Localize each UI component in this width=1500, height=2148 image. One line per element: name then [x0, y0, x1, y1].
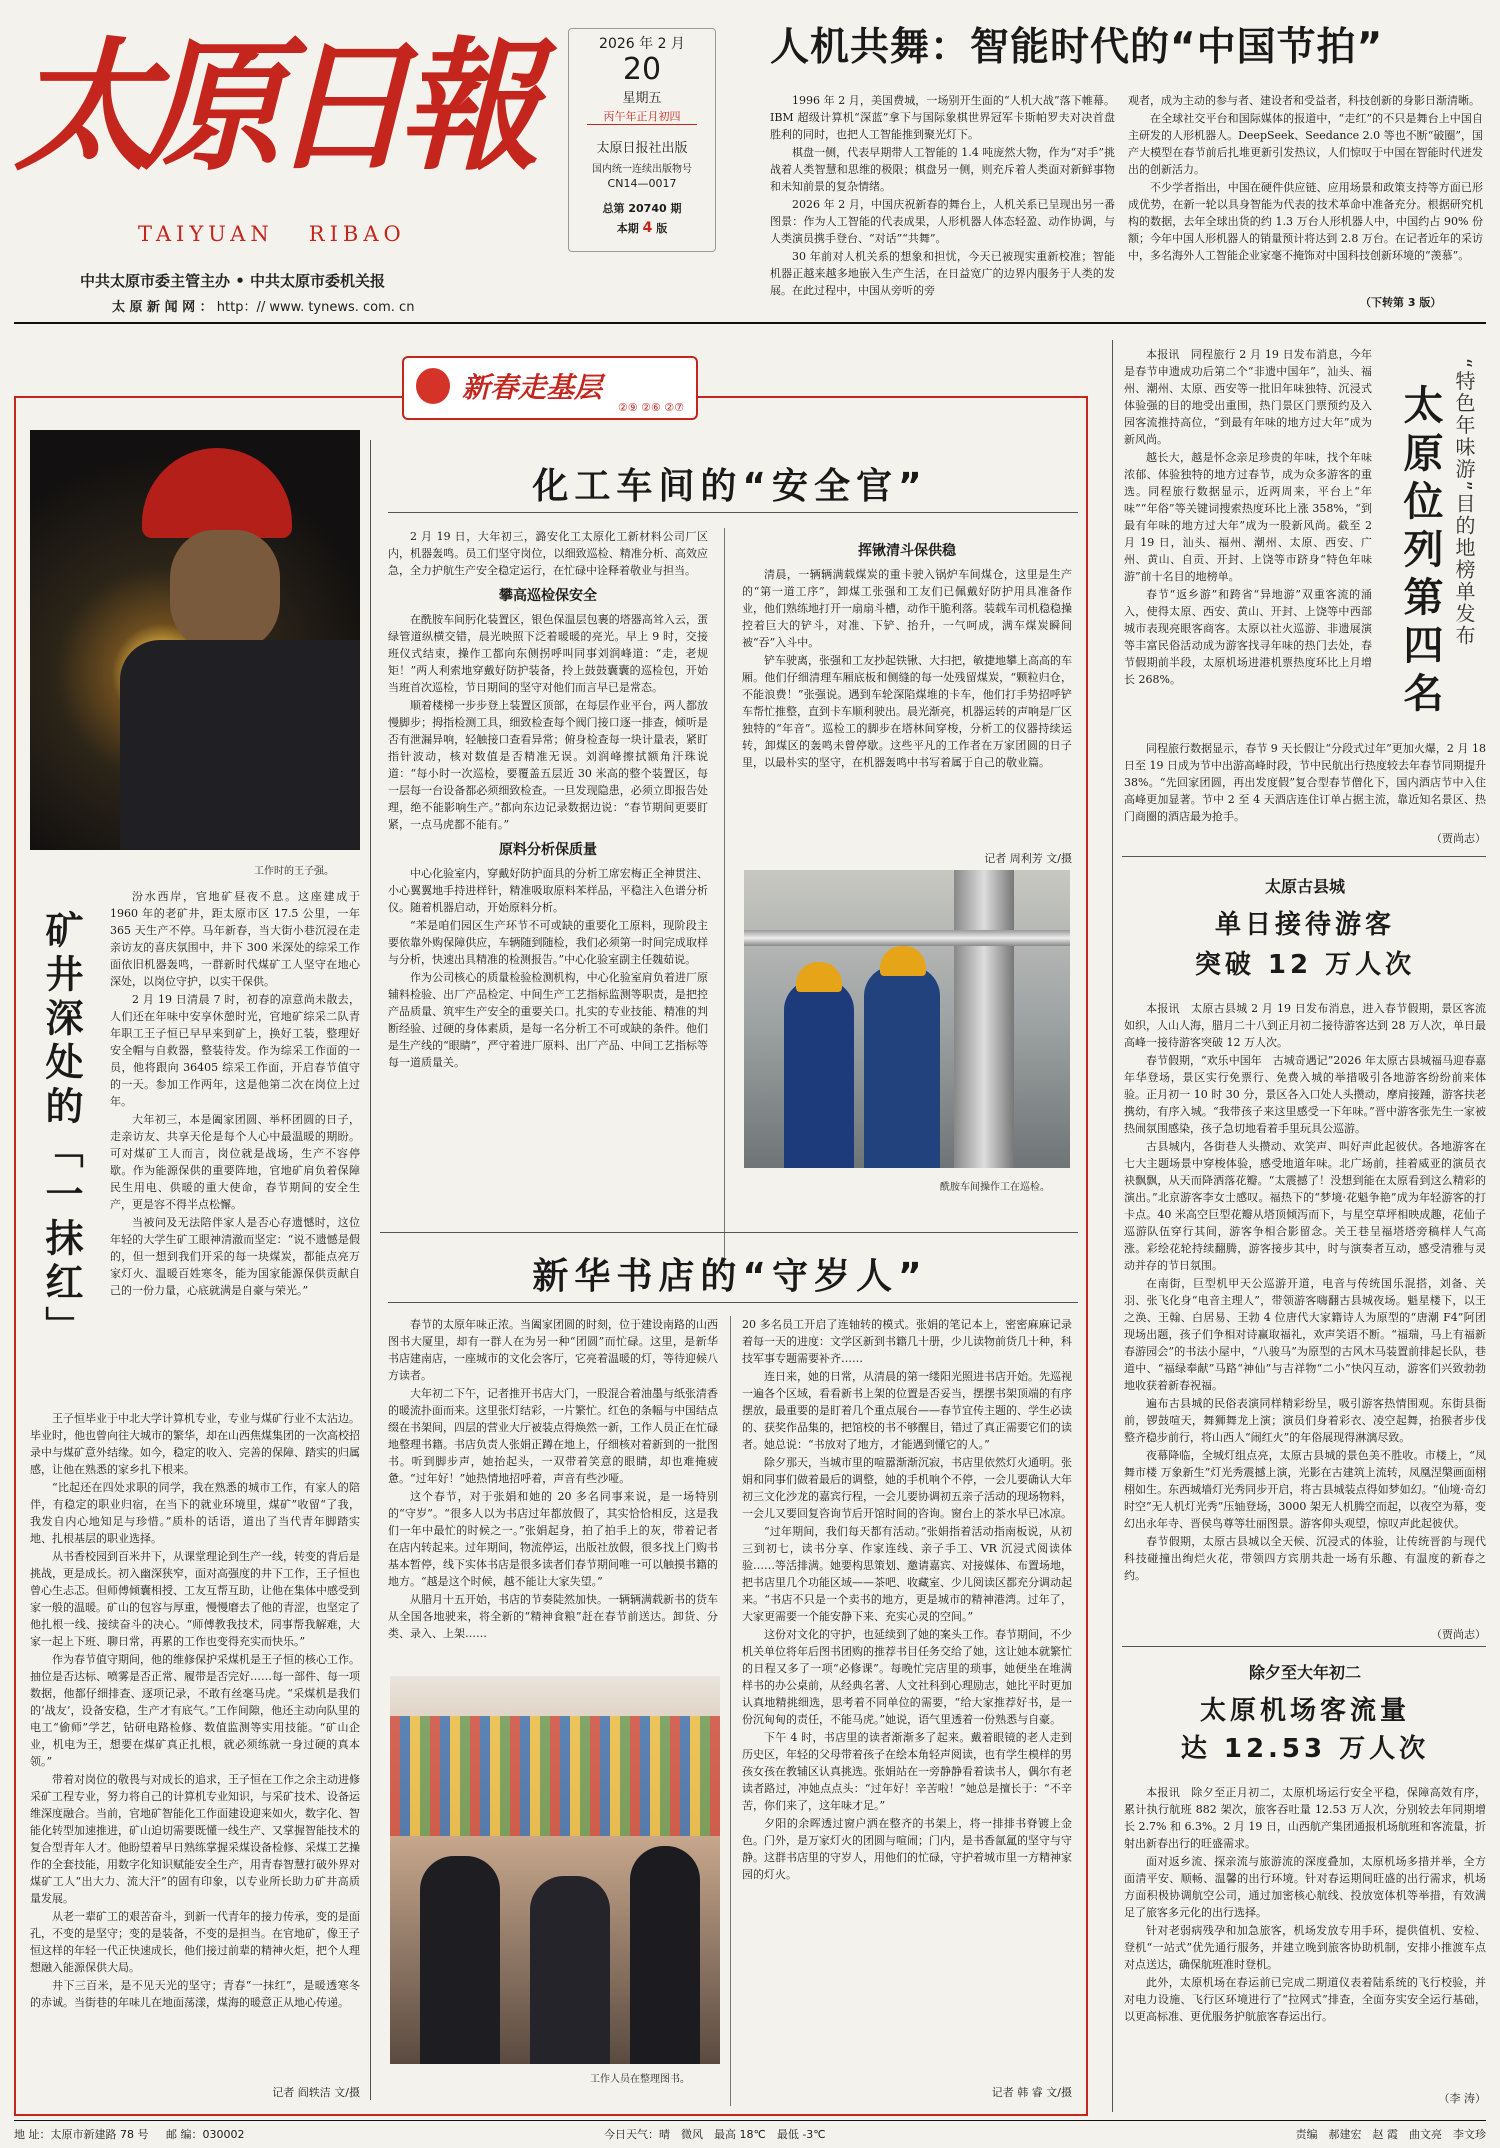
footer-address: 地 址：太原市新建路 78 号	[14, 2128, 149, 2141]
ancient-airport-divider	[1122, 1646, 1486, 1647]
chem-plant-photo	[744, 870, 1070, 1168]
chem-sub-3: 挥锹清斗保供稳	[858, 543, 956, 559]
lead-headline: 人机共舞：智能时代的“中国节拍”	[770, 25, 1384, 70]
footer	[14, 2126, 1486, 2142]
travel-headline: 太原位列第四名	[1397, 384, 1443, 720]
chem-sub-1: 攀高巡检保安全	[499, 588, 597, 604]
lead-jump-line[interactable]: （下转第 3 版）	[1360, 296, 1442, 309]
logo-pinyin: TAIYUAN RIBAO	[138, 222, 406, 246]
staff-2	[530, 1876, 610, 2064]
book-col-2: 20 多名员工开启了连轴转的模式。张娟的笔记本上，密密麻麻记录着每一天的进度：文学区新到书籍几十册，少儿读物前货几十种，科技军事专题需要补齐…… 连日来，她的日常，从清晨的第一缕阳光照进书店开始。先巡视一遍各个区域，看看新书上架的位置是否妥当，摆摆书架顶端的有序摆放，最重要的是盯着几个重点展台——春节宜传主题的、学生必读的、获奖作品集的，把馆校的书不够醒目，错过了真正需要它们的读者。她总说：“书放对了地方，才能遇到懂它的人。” 除夕那天，当城市里的喧嚣渐渐沉寂，书店里依然灯火通明。张娟和同事们做着最后的调整，她的手机响个不停，一会儿要确认大年初三文化沙龙的嘉宾行程，一会儿要协调初五亲子活动的现场物料，一会儿又要回复咨询节后开馆时间的咨询。窗台上的茶水早已冰凉。 “过年期间，我们每天都有活动。”张娟指着活动指南板说，从初三到初七，读书分享、作家连线、亲子手工、VR 沉浸式阅读体验……等活排满。她要构思策划、邀请嘉宾、对接媒体、布置场地，把书店里几个功能区域——茶吧、收藏室、少儿阅读区都充分调动起来。“书店不只是一个卖书的地方，更是城市的精神港湾。过年了，大家更需要一个能安静下来、充实心灵的空间。” 这份对文化的守护，也延续到了她的案头工作。春节期间，不少机关单位将年后图书团购的推荐书目任务交给了她，这让她本就繁忙的日程又多了一项“必修课”。每晚忙完店里的琐事，她便坐在堆满样书的办公桌前，从经典名著、人文社科到心理励志，她比平时更加认真地精挑细选，思考着不同单位的需要，“给大家推荐好书，是一份沉甸甸的责任，不能马虎。”她说，语气里透着一份熟悉与自豪。 下午 4 时，书店里的读者渐渐多了起来。戴着眼镜的老人走到历史区，年轻的父母带着孩子在绘本角轻声阅读，也有学生模样的男孩女孩在教辅区认真挑选。张娟站在一旁静静看着读书人，偶尔有老读者路过，冲她点点头：“过年好！辛苦啦！”她总是擅长于：“不辛苦，你们来了，这年味才足。” 夕阳的余晖透过窗户洒在整齐的书架上，将一排排书脊镀上金色。门外，是万家灯火的团圆与喧闹；门内，是书香氤氲的坚守与守静。这群书店里的守岁人，用他们的忙碌，守护着城市里一方精神家园的灯火。	[742, 1318, 1072, 1881]
cn-label: 国内统一连续出版物号	[592, 164, 692, 175]
worker-1-helmet	[796, 962, 842, 992]
ancient-headline-2: 突破 12 万人次	[1194, 950, 1416, 980]
cn-number: CN14—0017	[607, 177, 677, 190]
airport-byline: （李 涛）	[1438, 2092, 1486, 2105]
worker-2-helmet	[880, 946, 926, 976]
travel-ancient-divider	[1122, 856, 1486, 857]
chem-sub-2: 原料分析保质量	[499, 842, 597, 858]
date-lunar: 丙午年正月初四	[587, 108, 697, 125]
worker-1	[784, 980, 854, 1168]
website-line	[112, 296, 414, 315]
newspaper-logo: 太原日報	[14, 24, 526, 190]
book-headline: 新华书店的“守岁人”	[532, 1256, 928, 1297]
miner-photo	[30, 430, 360, 850]
chem-photo-caption: 酰胺车间操作工在巡检。	[940, 1182, 1050, 1193]
footer-editors: 责编 郝建宏 赵 霞 曲文亮 李文珍	[1295, 2128, 1486, 2141]
airport-body: 本报讯 除夕至正月初二，太原机场运行安全平稳，保障高效有序，累计执行航班 882 架次，旅客吞吐量 12.53 万人次，分别较去年同期增长 2.7% 和 6.3%。2 月 19 日，山西航产集团通报机场航班和客流量，折射出新春出行的旺盛需求。 面对返乡流、探亲流与旅游流的深度叠加，太原机场多措并举，全方面清平安、顺畅、温馨的出行环境。针对春运期间旺盛的出行需求，机场方面积极协调航空公司，通过加密核心航线、投放宽体机等举措，有效满足了旅客多元化的出行选择。 针对老弱病残孕和加急旅客，机场发放专用手环，提供值机、安检、登机“一站式”优先通行服务，并建立晚到旅客协助机制，安排小推渡车点对点送达，确保航班准时登机。 此外，太原机场在春运前已完成二期道仪表着陆系统的飞行校验，并对电力设施、飞行区环境进行了“拉网式”排查，全面夯实安全运行基础，以更高标准、更优服务护航旅客春运出行。	[1124, 1786, 1486, 2023]
masthead-divider	[14, 322, 1486, 324]
miner-body	[120, 640, 360, 850]
series-number: ②⑨ ②⑥ ②⑦	[617, 401, 684, 414]
mine-col-1: 汾水西岸，官地矿昼夜不息。这座建成于 1960 年的老矿井，距太原市区 17.5 公里，一年 365 天生产不停。马年新春，当大街小巷沉浸在走亲访友的喜庆氛围中，井下 300 米深处的综采工作面依旧机器轰鸣，一群新时代煤矿工人坚守在地心深处，以岗位守护，以实干保供。 2 月 19 日清晨 7 时，初春的凉意尚未散去，人们还在年味中安享休憩时光，官地矿综采二队青年职工王子恒已早早来到矿上，换好工装，整理好安全帽与自救器，整装待发。作为综采工作面的一员，他将跟向 36405 综采工作面，开启春节值守的一天。参加工作两年，这是他第二次在岗位上过年。 大年初三，本是阖家团圆、举杯团圆的日子，走亲访友、共享天伦是每个人心中最温暖的期盼。可对煤矿工人而言，岗位就是战场，生产不容停歇。作为能源保供的重要阵地，官地矿肩负着保障民生用电、供暖的重大使命，春节期间的安全生产，更是容不得半点松懈。 当被问及无法陪伴家人是否心存遗憾时，这位年轻的大学生矿工眼神清澈而坚定：“说不遗憾是假的，但一想到我们开采的每一块煤炭，都能点亮万家灯火、温暖百姓寒冬，能为国家能源保供贡献自己的一份力量，心底就满是自豪与荣光。”	[110, 890, 360, 1297]
pipe-structure-2	[744, 930, 1070, 946]
issue-total: 总第 20740 期	[602, 202, 682, 215]
right-column-rule	[1112, 340, 1113, 2112]
chem-col-2: 挥锹清斗保供稳 清晨，一辆辆满载煤炭的重卡驶入锅炉车间煤仓，这里是生产的“第一道工序”，卸煤工张强和工友们已佩戴好防护用具准备作业，他们熟练地打开一扇扇斗槽，动作干脆利落。装载车司机稳稳操控着巨大的铲斗，对准、下铲、抬升，一气呵成，满车煤炭瞬间被“吞”入斗中。 铲车驶离，张强和工友抄起铁锹、大扫把，敏捷地攀上高高的车厢。他们仔细清理车厢底板和侧缝的每一处残留煤炭，“颗粒归仓，不能浪费！”张强说。遇到车轮深陷煤堆的卡车，他们打手势招呼铲车帮忙推整，直到卡车顺利驶出。晨光渐亮，机器运转的声响是厂区独特的“年音”。巡检工的脚步在塔林间穿梭，分析工的仪器持续运转，卸煤区的轰鸣未曾停歇。这些平凡的工作者在万家团圆的日子里，以最朴实的坚守，在机器轰鸣中书写着属于自己的敬业篇。	[742, 540, 1072, 862]
sponsor-line: 中共太原市委主管主办 • 中共太原市委机关报	[80, 272, 386, 290]
book-byline: 记者 韩 睿 文/摄	[991, 2086, 1072, 2099]
bookshelf	[390, 1716, 720, 1836]
book-col-1: 春节的太原年味正浓。当阖家团圆的时刻，位于建设南路的山西图书大厦里，却有一群人在为另一种“团圆”而忙碌。这里，是新华书店建南店，一座城市的文化会客厅，它亮着温暖的灯，等待迎候八方读者。 大年初二下午，记者推开书店大门，一股混合着油墨与纸张清香的暖流扑面而来。这里张灯结彩，一片繁忙。红色的条幅与中国结点缀在书架间，四层的营业大厅被装点得焕然一新，工作人员正在忙碌地整理书籍。书店负责人张娟正蹲在地上，仔细核对着新到的一批图书。听到脚步声，她抬起头，一双带着笑意的眼睛，却也难掩疲惫。“过年好！”她热情地招呼着，声音有些沙哑。 这个春节，对于张娟和她的 20 多名同事来说，是一场特别的“守岁”。“很多人以为书店过年都放假了，其实恰恰相反，这是我们一年中最忙的时候之一。”张娟起身，拍了拍手上的灰，带着记者在店内转起来。过年期间，物流停运，出版社放假，很多找上门购书基本暂停，线下实体书店是很多读者们春节期间唯一可以触摸书籍的地方。“越是这个时候，越不能让大家失望。” 从腊月十五开始，书店的节奏陡然加快。一辆辆满载新书的货车从全国各地驶来，将全新的“精神食粮”赶在春节前送达。卸货、分类、录入、上架……	[388, 1318, 718, 1640]
date-year-month: 2026 年 2 月	[599, 36, 685, 52]
date-weekday: 星期五	[622, 91, 662, 106]
footer-postcode: 邮 编：030002	[166, 2128, 245, 2141]
chem-headline-rule	[388, 512, 1078, 513]
chem-col-rule	[724, 528, 725, 1268]
website-label: 太 原 新 闻 网 ：	[112, 300, 213, 315]
airport-headline-1: 太原机场客流量	[1199, 1696, 1410, 1726]
miner-face	[170, 530, 280, 650]
mine-byline: 记者 阎轶洁 文/摄	[272, 2086, 360, 2099]
travel-subheadline: “特色年味游”目的地榜单发布	[1452, 358, 1476, 647]
travel-body: 本报讯 同程旅行 2 月 19 日发布消息，今年是春节申遗成功后第二个“非遗中国年”，汕头、福州、潮州、太原、西安等一批旧年味独特、沉浸式体验强的目的地受出重围，热门景区门票预约及入园客流推持高位，“到最有年味的地方过大年”成为新风尚。 越长大，越是怀念亲足珍贵的年味，找个年味浓郁、体验独特的地方过春节，成为众多游客的重选。同程旅行数据显示，近两周来，平台上“年味”“年俗”等关键词搜索热度环比上涨 358%，“到最有年味的地方过大年”成为一股新风尚。截至 2 月 19 日，汕头、福州、潮州、太原、西安、广州、黄山、自贡、开封、上饶等市跻身“特色年味游”前十名目的地榜单。 春节“返乡游”和跨省“异地游”双重客流的涌入，使得太原、西安、黄山、开封、上饶等中西部城市表现亮眼客商客。太原以社火巡游、非遗展演等丰富民俗活动成为游客找寻年味的热门去处，春节假期前半段，太原机场进港机票热度环比上月增长 268%。	[1124, 348, 1372, 686]
mine-headline: 矿井深处的「一抹红」	[39, 910, 83, 1350]
pipe-structure	[954, 870, 1014, 1168]
airport-headline-2: 达 12.53 万人次	[1180, 1734, 1430, 1764]
miner-helmet	[142, 448, 292, 538]
chem-book-divider	[380, 1232, 1078, 1233]
chem-col-1: 2 月 19 日，大年初三，潞安化工太原化工新材料公司厂区内，机器轰鸣。员工们坚守岗位，以细致巡检、精准分析、高效应急，全力护航生产安全稳定运行，在忙碌中诠释着敬业与担当。 攀高巡检保安全 在酰胺车间肟化装置区，银色保温层包裹的塔器高耸入云，蛋绿管道纵横交错，晨光映照下泛着暖暖的亮光。早上 9 时，交接班仪式结束，操作工都向东侧拐呼叫同事刘润峰道：“走，老规矩！”两人利索地穿戴好防护装备，拎上鼓鼓囊囊的巡检包，开始当班首次巡检，节日期间的坚守对他们而言早已是常态。 顺着楼梯一步步登上装置区顶部，在每层作业平台，两人都放慢脚步；拇指检测工具，细致检查每个阀门接口逐一排查，倾听是否有泄漏异响，轻触接口查看异常；俯身检查每一块计量表，紧盯指针波动，核对数值是否精准无误。刘润峰擦拭额角汗珠说道：“每小时一次巡检，要覆盖五层近 30 米高的整个装置区，每一层每一台设备都必须细致检查。一旦发现隐患，必须立即报告处理，绝不能影响生产。”都向东边记录数据边说：“春节期间更要盯紧，一点马虎都不能有。” 原料分析保质量 中心化验室内，穿戴好防护面具的分析工席宏梅正全神贯注、小心翼翼地手持进样针，精准吸取原料苯样品，平稳注入色谱分析仪。随着机器启动，开始原料分析。 “苯是咱们园区生产环节不可或缺的重要化工原料，现阶段主要依靠外购保障供应，车辆随到随检，我们必须第一时间完成取样与分析，快速出具精准的检测报告。”中心化验室副主任魏茹说。 作为公司核心的质量检验检测机构，中心化验室肩负着进厂原辅料检验、出厂产品检定、中间生产工艺指标监测等职责，是把控产品质量、筑牢生产安全的重要关口。扎实的专业技能、精准的判断经验、过硬的身体素质，是每一名分析工不可或缺的条件。他们是生产线的“眼睛”，严守着进厂原料、出厂产品、中间工艺指标等每一道质量关。	[388, 530, 708, 1069]
miner-photo-caption: 工作时的王子强。	[254, 866, 334, 877]
series-title: 新春走基层	[462, 371, 603, 404]
mine-column-rule	[370, 440, 371, 2100]
lead-col-1: 1996 年 2 月，美国费城，一场别开生面的“人机大战”落下帷幕。IBM 超级计算机“深蓝”拿下与国际象棋世界冠军卡斯帕罗夫对决首盘胜利的同时，也把人工智能推到聚光灯下。 棋盘一侧，代表早期带人工智能的 1.4 吨庞然大物，作为“对手”挑战着人类智慧和思维的极限；棋盘另一侧，则充斥着人类面对新鲜事物和未知前景的复杂情绪。 2026 年 2 月，中国庆祝新春的舞台上，人机关系已呈现出另一番图景：作为人工智能的代表成果，人形机器人体态轻盈、动作协调，与人类演员携手登台、“对话”“共舞”。 30 年前对人机关系的想象和担忧，今天已被现实重新校准；智能机器正越来越多地嵌入生产生活，在日益宽广的边界内服务于人类的发展。在此过程中，中国从旁听的旁	[770, 94, 1115, 297]
ancient-kicker: 太原古县城	[1264, 877, 1345, 896]
mine-col-2: 王子恒毕业于中北大学计算机专业，专业与煤矿行业不太沾边。毕业时，他也曾向往大城市的繁华，却在山西焦煤集团的一次高校招录中与煤矿意外结缘。如今，稳定的收入、完善的保障、踏实的归属感，让他在熟悉的家乡扎下根来。 “比起还在四处求职的同学，我在熟悉的城市工作，有家人的陪伴，有稳定的职业归宿，在当下的就业环境里，煤矿”收留“了我，我发自内心地知足与珍惜。”质朴的话语，道出了当代青年脚踏实地、扎根基层的职业选择。 从书香校园到百米井下，从课堂理论到生产一线，转变的背后是挑战，更是成长。初入幽深狭窄，面对高强度的井下工作，王子恒也曾心生忐忑。但师傅倾囊相授、工友互帮互助，让他在集体中感受到家一般的温暖。矿山的包容与厚重，慢慢磨去了他的青涩，也坚定了他扎根一线、接续奋斗的决心。“师傅教我技术，同事帮我解难，大家一起上下班、聊日常，再累的工作也变得充实而快乐。” 作为春节值守期间，他的维修保护采煤机是王子恒的核心工作。抽位是否达标、喷雾是否正常、履带是否完好……每一部件、每一项数据，他都仔细排查、逐项记录，不敢有丝毫马虎。“采煤机是我们的‘战友’，设备安稳，生产才有底气。”工作间隙，他还主动向队里的电工“偷师”学艺，钻研电路检修、数值监测等实用技能。“矿山企业，机电为王，想要在煤矿真正扎根，就必须练就一身过硬的真本领。” 带着对岗位的敬畏与对成长的追求，王子恒在工作之余主动进修采矿工程专业，努力将自己的计算机专业知识，与采矿技术、设备运维深度融合。当前，官地矿智能化工作面建设迎来如火，数字化、智能化转型加速推进，矿山迫切需要既懂一线生产、又掌握智能技术的复合型青年人才。他盼望着早日熟练掌握采煤设备检修、采煤工艺操作的全套技能，用数字化知识赋能安全生产，用青春智慧打破外界对煤矿工人“出大力、流大汗”的固有印象，以专业所长助力矿井高质量发展。 从老一辈矿工的艰苦奋斗，到新一代青年的接力传承，变的是面孔，不变的是坚守；变的是装备，不变的是担当。在官地矿，像王子恒这样的年轻一代正快速成长，他们接过前辈的精神火炬，把个人理想融入能源保供大局。 井下三百米，是不见天光的坚守；青春“一抹红”，是暖透寒冬的赤诚。当街巷的年味儿在地面荡漾，煤海的暖意正从地心传递。	[30, 1412, 360, 2009]
book-photo-caption: 工作人员在整理图书。	[590, 2074, 690, 2085]
ancient-body: 本报讯 太原古县城 2 月 19 日发布消息，进入春节假期，景区客流如织，人山人海，腊月二十八到正月初二接待游客达到 28 万人次，单日最高峰一接待游客突破 12 万人次。 春节假期，“欢乐中国年 古城奇遇记”2026 年太原古县城福马迎春嘉年华登场，景区实行免票行、免费入城的举措吸引各地游客纷纷前来体验。正月初一 10 时 30 分，景区各入口处人头攒动，摩肩接踵，游客扶老携幼，有序入城。“我带孩子来这里感受一下年味。”晋中游客张先生一家被热闹氛围感染，孩子急切地看着手里玩具公巡游。 古县城内，各街巷人头攒动、欢笑声、叫好声此起彼伏。各地游客在七大主题场景中穿梭体验，感受地道年味。北广场前，挂着威亚的演员衣袂飘飘，从天而降洒落花瓣。“太震撼了！没想到能在太原看到这么精彩的演出。”北京游客李女士感叹。福热下的“梦境·花魁争艳”成为年轻游客的打卡点。40 米高空巨型花瓣从塔顶倾泻而下，与星空草坪相映成趣，花仙子巡游队伍穿行其间，游客争相合影留念。关王巷呈福塔塔旁稿样人气高涨。彩绘花轮持续翻腾，游客接步其中，时与演奏者互动，感受清雅与灵动并存的节日氛围。 在南街，巨型机甲天公巡游开道，电音与传统国乐混搭，刘备、关羽、张飞化身“电音主理人”，带领游客嗨翻古县城夜场。魁星楼下，以王之涣、王翰、白居易、王勃 4 位唐代大家籍诗人为原型的“唐潮 F4”阿团现场出题，孩子们争相对诗赢取福礼，欢声笑语不断。“福瑞，马上有福新春游园会”的书法小屋中，“八骏马”为原型的古风木马装置前排起长队，巷道中、“福绿奉献”马路“神仙”与吉祥物“二小”快闪互动，游客们兴致勃勃地收获着新春祝福。 遍布古县城的民俗表演同样精彩纷呈，吸引游客热情围观。东街县衙前，锣鼓喧天，舞狮舞龙上演；演员们身着彩衣、凌空起舞，抬猴者步伐整齐稳步前行，将山西人“闹红火”的年俗展现得淋漓尽致。 夜幕降临，全城灯组点亮，太原古县城的景色美不胜收。市楼上，“凤舞市楼 万象新生”灯光秀震撼上演，光影在古建筑上流转，凤凰涅槃画面栩栩如生。东西城墙灯光秀同步开启，将古县城装点得如梦如幻。“仙境·奇幻时空”无人机灯光秀”压轴登场，3000 架无人机腾空而起，以夜空为幕，变幻出永年寺、晋侯鸟尊等壮丽图景。游客仰头观望，惊叹声此起彼伏。 春节假期，太原古县城以全天候、沉浸式的体验，让传统晋韵与现代科技碰撞出绚烂火花，带领四方宾朋共赴一场有乐趣、有温度的新春之约。	[1124, 1002, 1486, 1582]
travel-body-2: 同程旅行数据显示，春节 9 天长假让“分段式过年”更加火爆，2 月 18 日至 19 日成为节中出游高峰时段，节中民航出行热度较去年春节同期提升 38%。“先回家团圆，再出发度假”复合型春节僧化下，国内酒店节中入住高峰更加显著。节中 2 至 4 天酒店连住订单占据主流，靠近知名景区、热门商圈的酒店最为抢手。	[1124, 742, 1486, 823]
date-day: 20	[622, 52, 662, 87]
series-banner	[402, 356, 698, 420]
chem-byline: 记者 周利芳 文/摄	[984, 852, 1072, 865]
bookstore-photo	[390, 1676, 720, 2064]
airport-kicker: 除夕至大年初二	[1248, 1663, 1361, 1682]
masthead	[0, 0, 1500, 330]
lantern-icon	[416, 368, 450, 404]
ancient-headline-1: 单日接待游客	[1214, 910, 1395, 940]
book-col-rule	[730, 1316, 731, 2106]
footer-weather: 今日天气：晴 微风 最高 18℃ 最低 -3℃	[604, 2128, 826, 2141]
staff-1	[420, 1856, 500, 2064]
chem-headline: 化工车间的“安全官”	[532, 466, 928, 507]
ancient-byline: （贾尚志）	[1431, 1628, 1486, 1641]
date-box	[568, 28, 716, 252]
lead-col-2: 观者，成为主动的参与者、建设者和受益者，科技创新的身影日渐清晰。 在全球社交平台和国际媒体的报道中，“走红”的不只是舞台上中国自主研发的人形机器人。DeepSeek、Seedance 2.0 等也不断“破圈”，国产大模型在春节前后扎堆更新引发热议，人们惊叹于中国在智能时代迸发出的创新活力。 不少学者指出，中国在硬件供应链、应用场景和政策支持等方面已形成优势，在新一轮以具身智能为代表的技术革命中准备充分。根据研究机构的数据，去年全球出货的约 1.3 万台人形机器人中，中国约占 90% 份额；今年中国人形机器人的销量预计将达到 2.8 万台。在记者近年的采访中，多名海外人工智能企业家毫不掩饰对中国科技创新环境的“羡慕”。	[1128, 94, 1483, 262]
page-count: 本期 4 版	[616, 220, 668, 236]
publisher: 太原日报社出版	[596, 141, 688, 156]
staff-3	[630, 1846, 700, 2064]
worker-2	[864, 966, 940, 1168]
travel-byline: （贾尚志）	[1431, 832, 1486, 845]
website-url[interactable]: http：// www. tynews. com. cn	[216, 300, 415, 315]
book-headline-rule	[388, 1302, 1078, 1303]
footer-rule	[14, 2120, 1486, 2121]
